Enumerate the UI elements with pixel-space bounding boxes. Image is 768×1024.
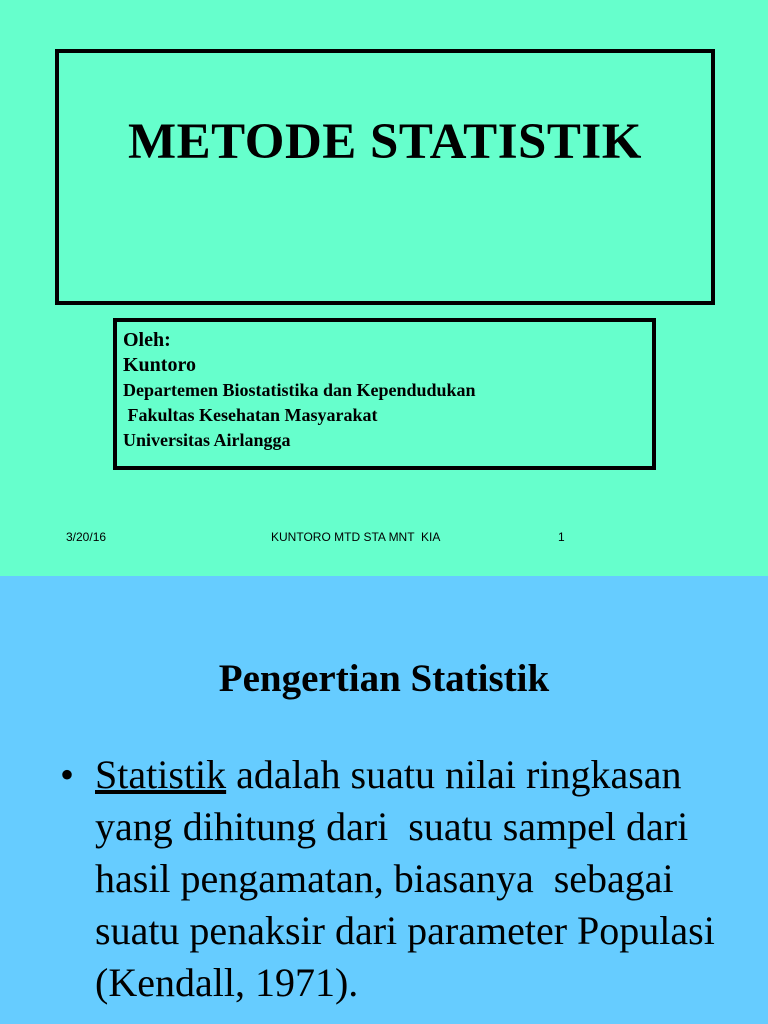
footer-date: 3/20/16: [66, 530, 107, 544]
department: Departemen Biostatistika dan Kependudukan: [123, 380, 476, 400]
author-name: Kuntoro: [123, 354, 196, 376]
by-label: Oleh:: [123, 329, 171, 351]
footer-page-number: 1: [558, 530, 565, 544]
slide-title: METODE STATISTIK: [128, 114, 642, 170]
bullet-term: Statistik: [95, 752, 227, 797]
bullet-icon: •: [60, 752, 75, 797]
footer-center-text: KUNTORO MTD STA MNT KIA: [271, 530, 441, 544]
author-info: [123, 328, 476, 453]
university: Universitas Airlangga: [123, 430, 291, 450]
bullet-definition: adalah suatu nilai ringkasan yang dihitung dari suatu sampel dari hasil pengamatan, biasanya sebagai suatu penaksir dari parameter Populasi (Kendall, 1971).: [95, 752, 725, 1005]
slide-heading: Pengertian Statistik: [218, 657, 550, 700]
title-box: [55, 49, 715, 305]
bullet-text: [95, 749, 725, 1009]
faculty: Fakultas Kesehatan Masyarakat: [123, 405, 378, 425]
slide-2: [0, 576, 768, 1024]
author-box: [113, 318, 656, 470]
